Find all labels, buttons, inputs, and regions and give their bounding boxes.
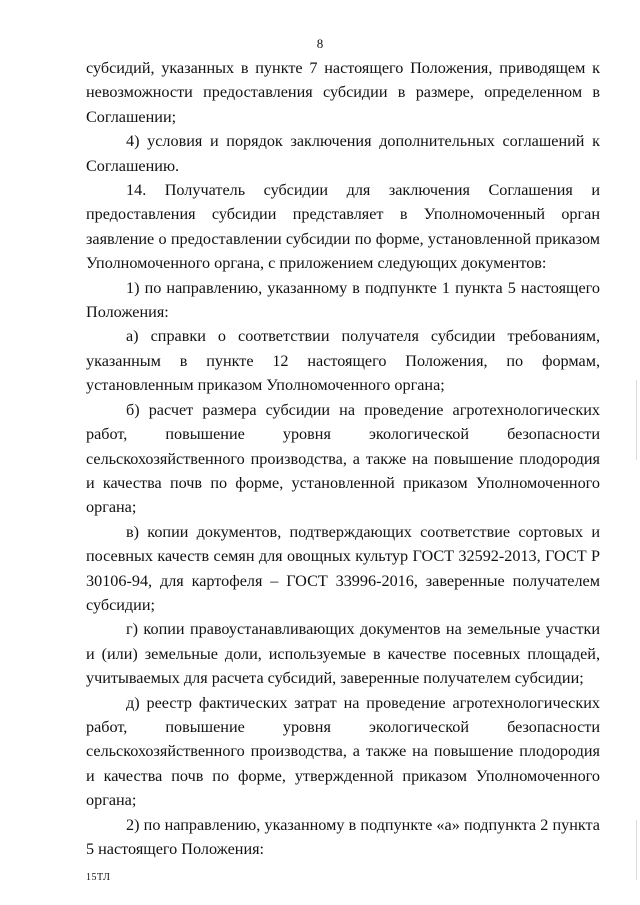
scan-edge-mark	[636, 820, 637, 880]
paragraph-subitem-b: б) расчет размера субсидии на проведение агротехнологических работ, повышение уровня экологической безопасности сельскохозяйственного производства, а также на повышение плодородия и качества почв по форме, установленной приказом Уполномоченного органа;	[86, 400, 600, 517]
footer-code: 15ТЛ	[86, 872, 111, 883]
paragraph-subitem-d: д) реестр фактических затрат на проведение агротехнологических работ, повышение уровня экологической безопасности сельскохозяйственного производства, а также на повышение плодородия и качества почв по форме, утвержденной приказом Уполномоченного органа;	[86, 693, 600, 810]
scan-edge-mark	[636, 380, 637, 460]
paragraph-item-4: 4) условия и порядок заключения дополнительных соглашений к Соглашению.	[86, 132, 600, 175]
paragraph-subitem-g: г) копии правоустанавливающих документов на земельные участки и (или) земельные доли, используемые в качестве посевных площадей, учитываемых для расчета субсидий, заверенные получателем субсидии;	[86, 620, 600, 688]
document-body	[86, 56, 600, 861]
paragraph-subitem-a: а) справки о соответствии получателя субсидии требованиям, указанным в пункте 12 настоящего Положения, по формам, установленным приказом Уполномоченного органа;	[86, 327, 600, 395]
paragraph-item-2: 2) по направлению, указанному в подпункте «а» подпункта 2 пункта 5 настоящего Положения:	[86, 815, 600, 858]
paragraph-clause-14: 14. Получатель субсидии для заключения Соглашения и предоставления субсидии представляет в Уполномоченный орган заявление о предоставлении субсидии по форме, установленной приказом Уполномоченного органа, с приложением следующих документов:	[86, 181, 600, 273]
paragraph-item-1: 1) по направлению, указанному в подпункте 1 пункта 5 настоящего Положения:	[86, 278, 600, 322]
paragraph-subitem-v: в) копии документов, подтверждающих соответствие сортовых и посевных качеств семян для овощных культур ГОСТ 32592-2013, ГОСТ Р 30106-94, для картофеля – ГОСТ 33996-2016, заверенные получателем субсидии;	[86, 522, 600, 614]
paragraph-continuation: субсидий, указанных в пункте 7 настоящего Положения, приводящем к невозможности предоставления субсидии в размере, определенном в Соглашении;	[86, 59, 600, 126]
page-number: 8	[316, 36, 324, 51]
